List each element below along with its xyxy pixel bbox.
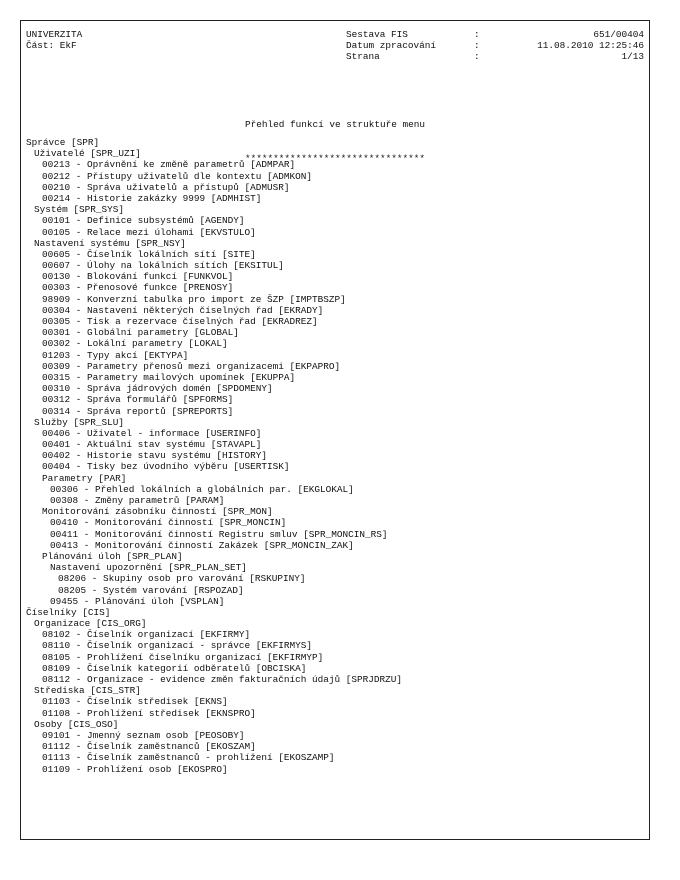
menu-tree-line: 00410 - Monitorování činností [SPR_MONCIN] [50,517,287,529]
header-row-report [346,29,644,40]
header-value: 11.08.2010 12:25:46 [537,40,644,52]
menu-section: Správce [SPR] [26,137,100,148]
menu-tree-line: Parametry [PAR] [42,472,127,484]
header-label: Datum zpracování [346,40,437,52]
menu-tree-line: 01113 - Číselník zaměstnanců - prohlížení [EKOSZAMP] [42,752,335,764]
menu-tree-line: 00303 - Přenosové funkce [PRENOSY] [42,282,234,294]
menu-tree-line: 00404 - Tisky bez úvodního výběru [USERTISK] [42,461,290,473]
menu-tree-line: 00308 - Změny parametrů [PARAM] [50,495,225,506]
menu-tree-line: Střediska [CIS_STR] [34,685,141,697]
menu-section: Číselníky [CIS] [26,606,111,618]
menu-tree-line: 00315 - Parametry mailových upomínek [EKUPPA] [42,371,296,383]
menu-tree-line: Systém [SPR_SYS] [34,204,125,216]
menu-tree-line: 08205 - Systém varování [RSPOZAD] [58,584,244,596]
menu-tree-line: 01203 - Typy akcí [EKTYPA] [42,349,189,361]
header-row-date [346,40,644,51]
menu-tree-line: 00411 - Monitorování činností Registru smluv [SPR_MONCIN_RS] [50,528,388,540]
menu-tree-line: Organizace [CIS_ORG] [34,618,147,630]
menu-tree-line: 00212 - Přístupy uživatelů dle kontextu [ADMKON] [42,170,313,182]
menu-tree-line: 00413 - Monitorování činností Zakázek [SPR_MONCIN_ZAK] [50,539,354,551]
menu-tree-line: 00302 - Lokální parametry [LOKAL] [42,338,228,350]
menu-tree-line: 00304 - Nastavení některých číselných řad [EKRADY] [42,304,324,316]
menu-tree-line: 00312 - Správa formulářů [SPFORMS] [42,394,234,406]
header-separator: : [474,29,480,40]
menu-tree-line: Uživatelé [SPR_UZI] [34,148,141,160]
menu-tree-line: 00406 - Uživatel - informace [USERINFO] [42,427,262,439]
menu-tree-line: Služby [SPR_SLU] [34,416,125,428]
menu-tree-line: 08112 - Organizace - evidence změn fakturačních údajů [SPRJDRZU] [42,674,403,685]
menu-tree-line: 01103 - Číselník středisek [EKNS] [42,696,228,708]
report-page [20,20,650,840]
menu-tree-line: 98909 - Konverzní tabulka pro import ze ŠZP [IMPTBSZP] [42,293,346,305]
header-label: Strana [346,51,380,63]
report-title-underline: ******************************** [244,153,426,165]
menu-tree-line: 08102 - Číselník organizací [EKFIRMY] [42,629,251,641]
menu-tree-line: Plánování úloh [SPR_PLAN] [42,550,183,562]
menu-tree-line: 00213 - Oprávnění ke změně parametrů [ADMPAR] [42,159,296,171]
header-row-page [346,51,644,62]
menu-tree-line: 01108 - Prohlížení středisek [EKNSPRO] [42,707,256,719]
header-value: 1/13 [621,51,644,63]
part-label: Část: EkF [26,40,77,52]
menu-tree-line: 00402 - Historie stavu systému [HISTORY] [42,450,268,462]
menu-tree-line: 00310 - Správa jádrových domén [SPDOMENY] [42,383,273,395]
menu-tree [26,137,402,775]
header-separator: : [474,51,480,63]
header-left [26,29,82,51]
menu-tree-line: Nastavení upozornění [SPR_PLAN_SET] [50,562,247,574]
menu-tree-line: 00305 - Tisk a rezervace číselných řad [EKRADREZ] [42,316,318,327]
menu-tree-line: 00301 - Globální parametry [GLOBAL] [42,327,239,339]
header-right [346,29,644,63]
menu-tree-line: Nastavení systému [SPR_NSY] [34,237,186,249]
menu-tree-line: 00214 - Historie zakázky 9999 [ADMHIST] [42,192,262,204]
menu-tree-line: 09455 - Plánování úloh [VSPLAN] [50,595,225,607]
menu-tree-line: 00105 - Relace mezi úlohami [EKVSTULO] [42,226,256,238]
menu-tree-line: 01109 - Prohlížení osob [EKOSPRO] [42,763,228,775]
menu-tree-line: Monitorování zásobníku činností [SPR_MON] [42,506,273,518]
menu-tree-line: 08206 - Skupiny osob pro varování [RSKUPINY] [58,573,306,585]
org-name: UNIVERZITA [26,29,83,40]
menu-tree-line: Osoby [CIS_OSO] [34,718,119,730]
menu-tree-line: 00309 - Parametry přenosů mezi organizacemi [EKPAPRO] [42,360,341,372]
menu-tree-line: 08105 - Prohlížení číselníku organizací [EKFIRMYP] [42,651,324,663]
menu-tree-line: 00401 - Aktuální stav systému [STAVAPL] [42,439,262,451]
menu-tree-line: 08110 - Číselník organizací - správce [EKFIRMYS] [42,640,313,652]
menu-tree-line: 00210 - Správa uživatelů a přístupů [ADMUSR] [42,181,290,193]
header-value: 651/00404 [593,29,644,40]
menu-tree-line: 00605 - Číselník lokálních sítí [SITE] [42,248,256,260]
menu-tree-line: 00306 - Přehled lokálních a globálních par. [EKGLOKAL] [50,483,354,495]
menu-tree-line: 00101 - Definice subsystémů [AGENDY] [42,215,245,227]
header-label: Sestava FIS [346,29,408,40]
menu-tree-line: 00314 - Správa reportů [SPREPORTS] [42,405,234,417]
menu-tree-line: 00607 - Úlohy na lokálních sítích [EKSITUL] [42,260,284,272]
menu-tree-line: 08109 - Číselník kategorií odběratelů [OBCISKA] [42,662,307,674]
menu-tree-line: 09101 - Jmenný seznam osob [PEOSOBY] [42,729,245,741]
menu-tree-line: 01112 - Číselník zaměstnanců [EKOSZAM] [42,741,256,753]
header-separator: : [474,40,480,52]
menu-tree-line: 00130 - Blokování funkcí [FUNKVOL] [42,271,234,283]
report-title: Přehled funkcí ve struktuře menu [244,119,426,131]
